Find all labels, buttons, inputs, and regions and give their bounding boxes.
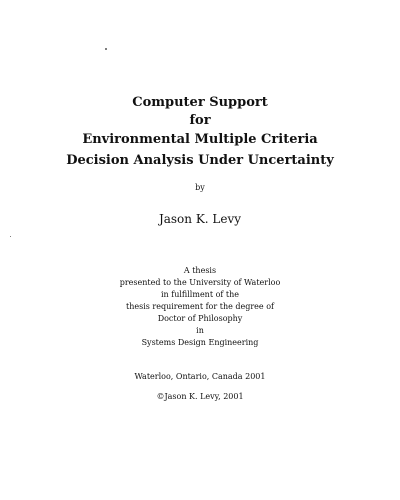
scan-speck	[10, 236, 11, 237]
title-line-1: Computer Support	[132, 95, 268, 110]
thesis-statement-line: A thesis	[183, 266, 217, 275]
thesis-statement-line: in	[196, 326, 204, 335]
place-date: Waterloo, Ontario, Canada 2001	[134, 372, 266, 381]
thesis-statement-line: in fulfillment of the	[160, 290, 240, 299]
copyright-notice: ©Jason K. Levy, 2001	[156, 392, 244, 401]
title-line-2: for	[189, 113, 211, 128]
scan-speck	[105, 48, 107, 50]
title-line-3: Environmental Multiple Criteria	[82, 132, 318, 147]
thesis-statement-line: presented to the University of Waterloo	[119, 278, 281, 287]
author-name: Jason K. Levy	[158, 212, 242, 226]
thesis-statement-line: Systems Design Engineering	[141, 338, 259, 347]
title-line-4: Decision Analysis Under Uncertainty	[66, 153, 334, 168]
by-label: by	[195, 183, 205, 192]
thesis-statement-line: thesis requirement for the degree of	[126, 302, 274, 311]
thesis-statement-line: Doctor of Philosophy	[157, 314, 243, 323]
